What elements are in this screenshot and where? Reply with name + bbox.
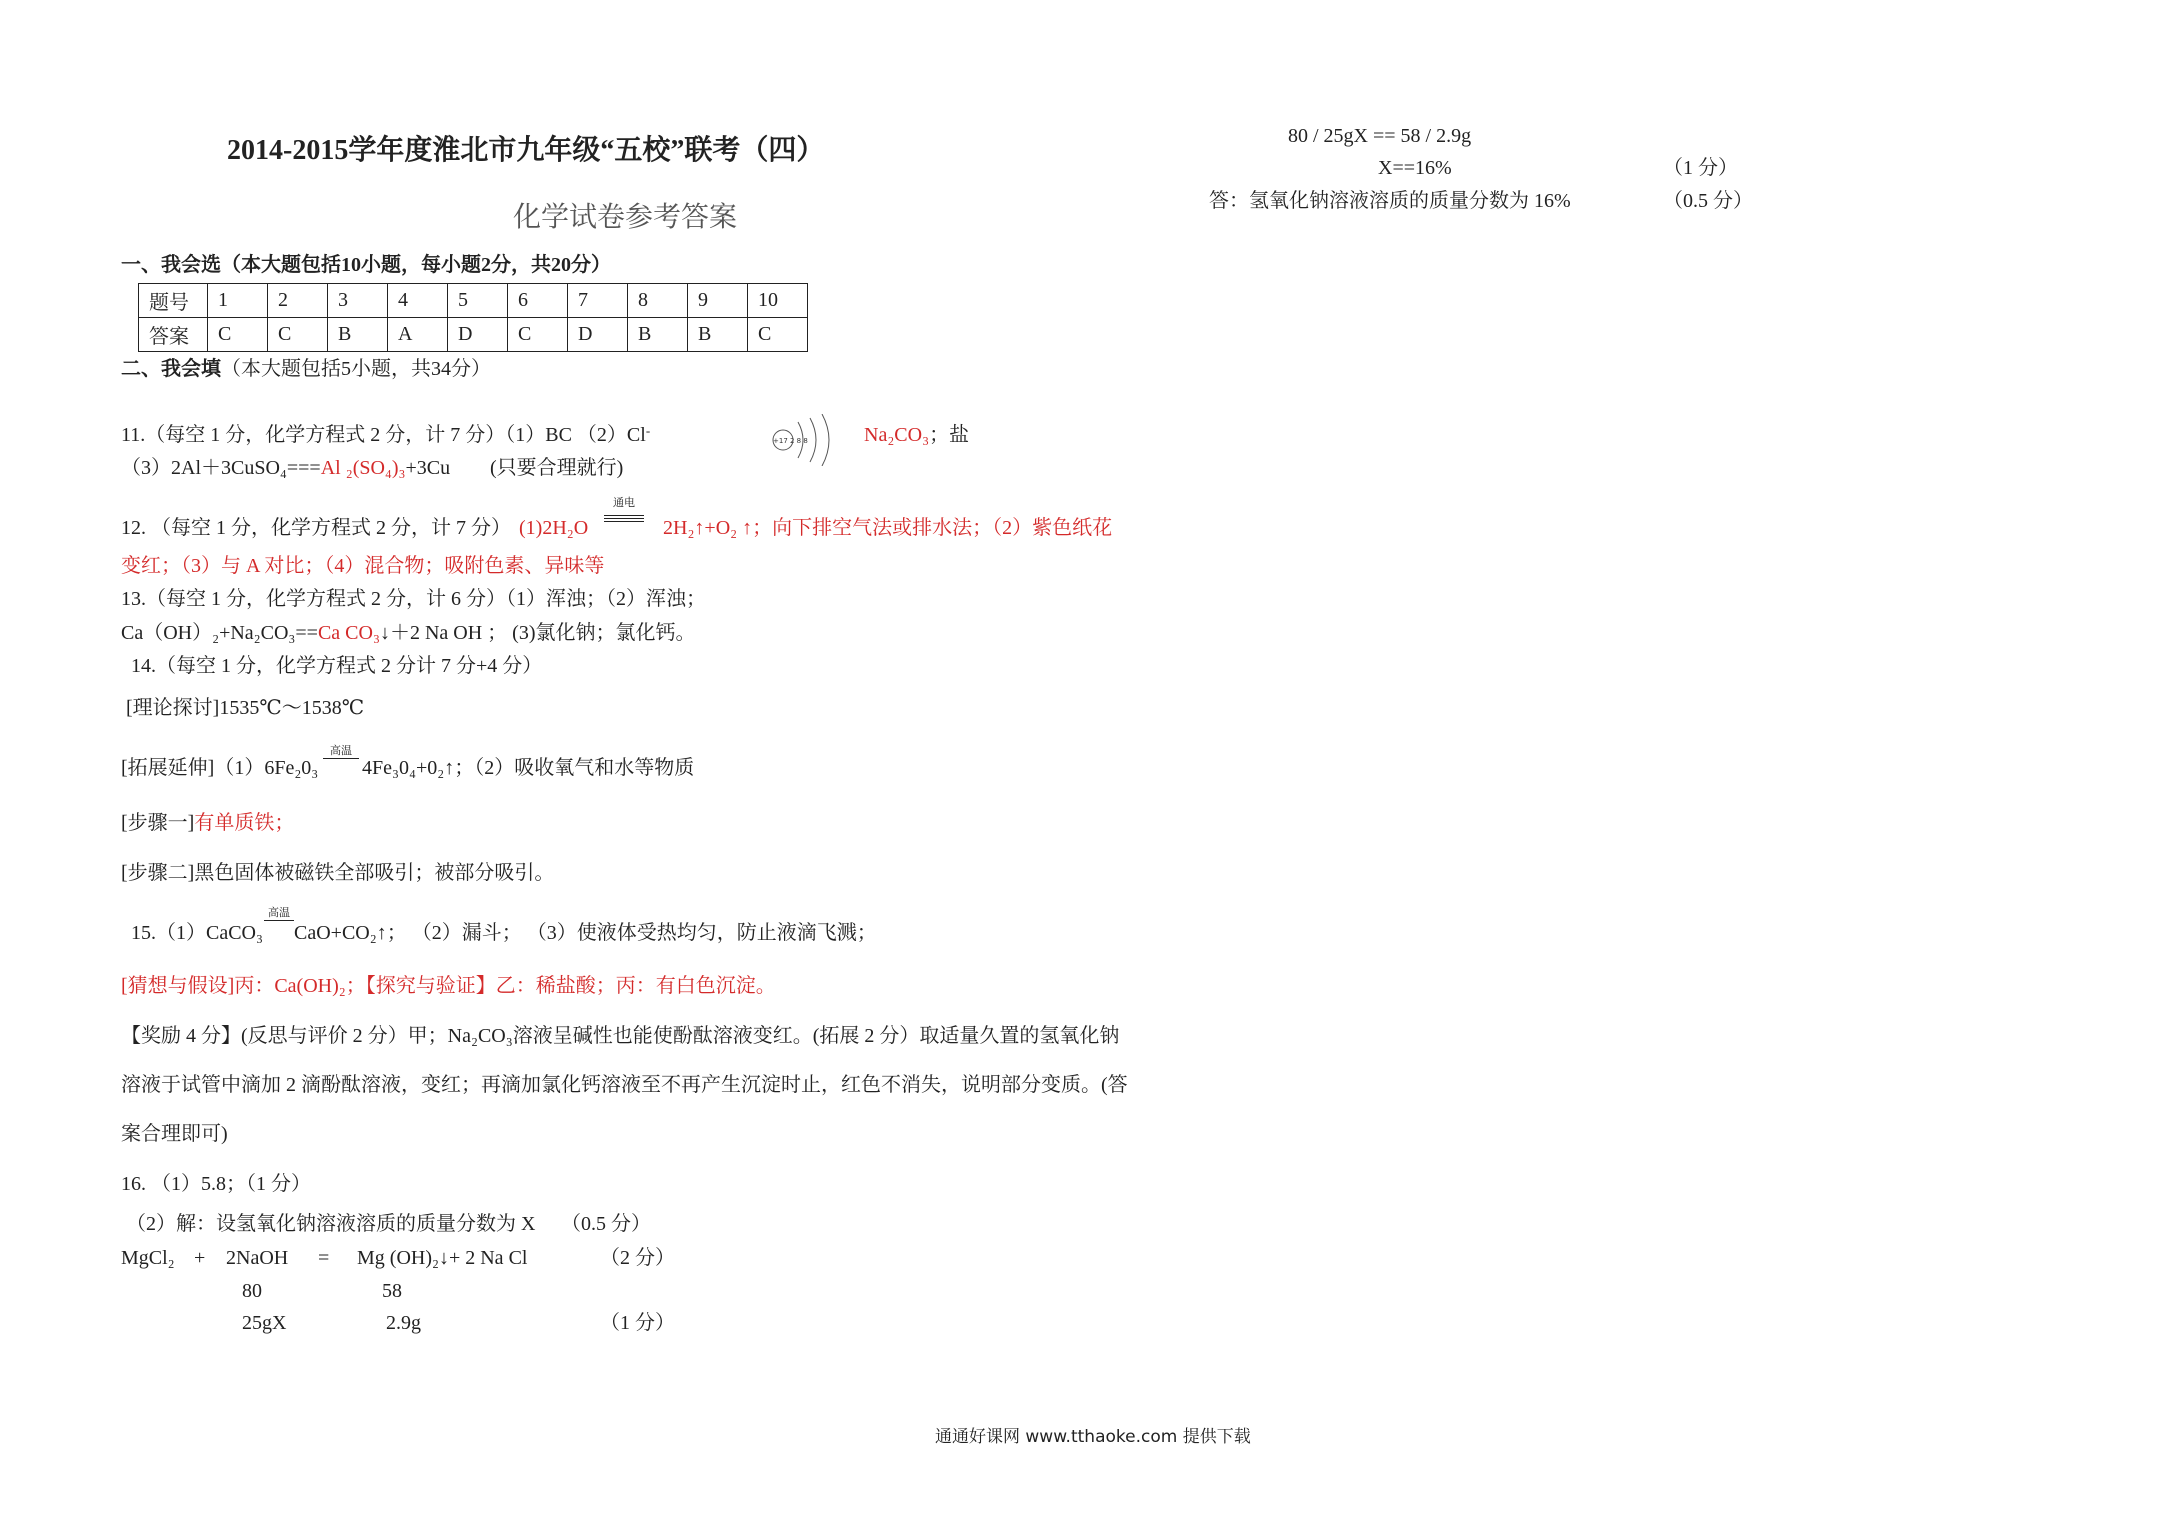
q16-eq-plus: + (194, 1247, 206, 1269)
final-answer-score: （0.5 分） (1663, 190, 1753, 212)
q14-line1: 14.（每空 1 分，化学方程式 2 分计 7 分+4 分） (131, 655, 543, 677)
section1-heading: 一、我会选（本大题包括10小题，每小题2分，共20分） (121, 254, 611, 276)
q16-eq-reactant2: 2NaOH (226, 1247, 289, 1269)
q15-line1-a: 15.（1）CaCO₃ (131, 922, 263, 944)
answer-cell: D (568, 318, 628, 352)
q14-theory: [理论探讨]1535℃～1538℃ (126, 697, 365, 719)
result-score: （1 分） (1663, 157, 1738, 179)
q11-eq-right: +3Cu (405, 457, 451, 479)
answer-cell: C (508, 318, 568, 352)
q14-step1-answer: 有单质铁； (194, 812, 295, 834)
q14-extension-b: 4Fe₃0₄+0₂↑；（2）吸收氧气和水等物质 (362, 757, 695, 779)
q13-line2 (121, 622, 695, 645)
section2-heading (121, 358, 491, 381)
question-number-cell: 3 (328, 284, 388, 318)
table-header-cell: 题号 (139, 284, 208, 318)
q14-step1-label: [步骤一] (121, 812, 195, 834)
question-number-cell: 8 (628, 284, 688, 318)
q13-eq-right: ↓＋2 Na OH ； (3)氯化钠；氯化钙。 (379, 622, 696, 644)
q11-answer-end: ；盐 (929, 424, 970, 446)
q14-extension-a: [拓展延伸]（1）6Fe₂0₃ (121, 757, 319, 779)
q11-line1 (121, 424, 650, 447)
equal-bar (604, 521, 644, 522)
atom-label: +17 2 8 8 (773, 437, 808, 445)
q11-eq-red: Al ₂(SO₄)₃ (320, 457, 406, 479)
question-number-cell: 9 (688, 284, 748, 318)
q15-reward-line2: 溶液于试管中滴加 2 滴酚酞溶液，变红；再滴加氯化钙溶液至不再产生沉淀时止，红色不消失，说明部分变质。(答 (121, 1074, 1128, 1096)
equal-bar (323, 758, 359, 759)
q11-text: 11.（每空 1 分，化学方程式 2 分，计 7 分）（1）BC （2）Cl (121, 424, 646, 446)
q14-step2: [步骤二]黑色固体被磁铁全部吸引；被部分吸引。 (121, 862, 555, 884)
q16-value-mgoh2: 2.9g (386, 1312, 421, 1334)
equal-bar (604, 515, 644, 516)
answer-cell: D (448, 318, 508, 352)
q16-eq-products: Mg (OH)₂↓+ 2 Na Cl (357, 1247, 528, 1269)
q12-intro: 12. （每空 1 分，化学方程式 2 分，计 7 分） (121, 517, 511, 539)
q16-mass-mgoh2: 58 (382, 1280, 402, 1302)
q16-mass-naoh: 80 (242, 1280, 262, 1302)
q12-answer-1a: (1)2H₂O (519, 517, 589, 539)
chloride-ion-structure-diagram (770, 414, 840, 466)
q15-reward-line1: 【奖励 4 分】(反思与评价 2 分）甲；Na₂CO₃溶液呈碱性也能使酚酞溶液变红。(拓展 2 分）取适量久置的氢氧化钠 (121, 1025, 1120, 1047)
table-header-cell: 答案 (139, 318, 208, 352)
answer-table (138, 283, 808, 352)
question-number-cell: 2 (268, 284, 328, 318)
q16-eq-score: （2 分） (600, 1247, 675, 1269)
answer-cell: C (208, 318, 268, 352)
section2-heading-bold: 二、我会填 (121, 358, 221, 380)
equal-bar (604, 518, 644, 519)
page-title: 2014-2015学年度淮北市九年级“五校”联考（四） (227, 135, 825, 166)
q16-value-naoh: 25gX (242, 1312, 287, 1334)
q12-answer-1b: 2H₂↑+O₂ ↑；向下排空气法或排水法；（2）紫色纸花 (663, 517, 1113, 539)
q14-condition (323, 746, 359, 759)
q14-condition-text: 高温 (330, 745, 352, 757)
footer-source: 通通好课网 www.tthaoke.com 提供下载 (935, 1427, 1251, 1447)
question-number-cell: 7 (568, 284, 628, 318)
equal-bar (264, 920, 294, 921)
answer-cell: C (268, 318, 328, 352)
q11-line1-end (864, 424, 969, 447)
answer-cell: A (388, 318, 448, 352)
q11-note: (只要合理就行) (490, 457, 624, 479)
q15-line1-b: CaO+CO₂↑； （2）漏斗； （3）使液体受热均匀，防止液滴飞溅； (294, 922, 877, 944)
q16-setup: （2）解：设氢氧化钠溶液溶质的质量分数为 X (126, 1213, 536, 1235)
ratio-equation: 80 / 25gX == 58 / 2.9g (1288, 125, 1472, 147)
answer-cell: B (688, 318, 748, 352)
final-answer: 答：氢氧化钠溶液溶质的质量分数为 16% (1209, 190, 1571, 212)
q16-value-score: （1 分） (600, 1312, 675, 1334)
q13-eq-red: Ca CO₃ (317, 622, 380, 644)
q13-eq-left: Ca（OH）₂+Na₂CO₃== (121, 622, 318, 644)
q12-condition (604, 498, 644, 522)
answer-cell: C (748, 318, 808, 352)
table-row (139, 284, 808, 318)
q15-condition (264, 908, 294, 921)
q16-line1: 16. （1）5.8；（1 分） (121, 1173, 311, 1195)
question-number-cell: 6 (508, 284, 568, 318)
q12-condition-text: 通电 (613, 497, 635, 509)
page-subtitle: 化学试卷参考答案 (513, 202, 738, 233)
q11-eq-left: （3）2Al＋3CuSO₄=== (121, 457, 321, 479)
q11-line2 (121, 457, 450, 480)
q14-step1 (121, 812, 294, 835)
question-number-cell: 1 (208, 284, 268, 318)
answer-cell: B (328, 318, 388, 352)
section2-heading-rest: （本大题包括5小题，共34分） (221, 358, 491, 380)
q12-line2: 变红；（3）与 A 对比；（4）混合物；吸附色素、异味等 (121, 555, 605, 577)
q15-reward-line3: 案合理即可) (121, 1123, 228, 1145)
q16-eq-reactant1: MgCl₂ (121, 1247, 175, 1269)
question-number-cell: 10 (748, 284, 808, 318)
q11-answer-red: Na₂CO₃ (864, 424, 930, 446)
q16-eq-equals: = (318, 1247, 330, 1269)
q15-condition-text: 高温 (268, 907, 290, 919)
q16-setup-score: （0.5 分） (561, 1213, 651, 1235)
question-number-cell: 4 (388, 284, 448, 318)
question-number-cell: 5 (448, 284, 508, 318)
table-row (139, 318, 808, 352)
q11-charge: - (645, 423, 651, 438)
answer-cell: B (628, 318, 688, 352)
result: X==16% (1378, 157, 1452, 179)
q13-line1: 13.（每空 1 分，化学方程式 2 分，计 6 分）（1）浑浊；（2）浑浊； (121, 588, 706, 610)
q15-hypothesis: [猜想与假设]丙：Ca(OH)₂；【探究与验证】乙：稀盐酸；丙：有白色沉淀。 (121, 975, 776, 997)
